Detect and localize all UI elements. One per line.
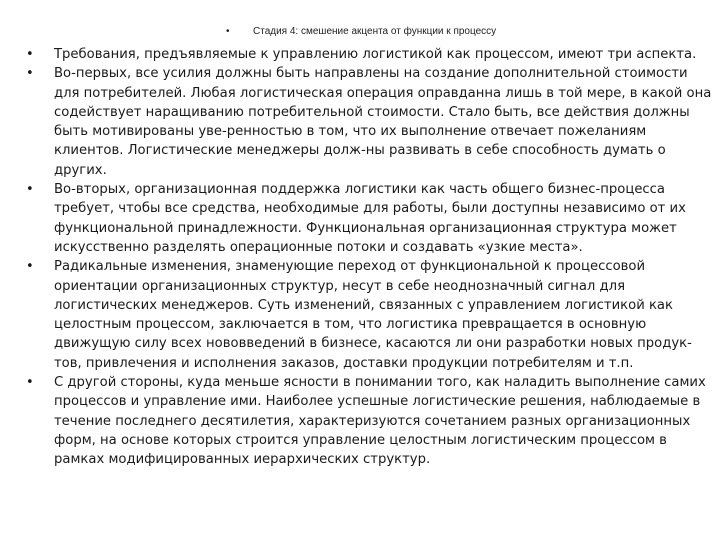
- bullet-item: [20, 180, 712, 257]
- bullet-text: Требования, предъявляемые к управлению логистикой как процессом, имеют три аспекта.: [54, 47, 697, 62]
- bullet-text: Радикальные изменения, знаменующие переход от функциональной к процессовой ориентации организационных структур, несут в себе неоднозначный сигнал для логистических менеджеров. Суть изменений, связанных с управлением логистикой как целостным процессом, заключается в том, что логистика превращается в основную движущую силу всех нововведений в бизнесе, касаются ли они разработки новых продук-тов, привлечения и исполнения заказов, доставки продукции потребителям и т.п.: [54, 259, 692, 371]
- bullet-icon: •: [26, 47, 34, 62]
- bullet-icon: •: [26, 182, 34, 198]
- title-bullet-icon: •: [226, 26, 230, 37]
- bullet-item: [20, 45, 712, 64]
- slide-title: Стадия 4: смешение акцента от функции к процессу: [253, 26, 497, 37]
- bullet-text: Во-первых, все усилия должны быть направлены на создание дополнительной стоимости для потребителей. Любая логистическая операция оправданна лишь в той мере, в какой она содействует наращиванию потребительной стоимости. Стало быть, все действия должны быть мотивированы уве-ренностью в том, что их выполнение отвечает пожеланиям клиентов. Логистические менеджеры долж-ны развивать в себе способность думать о других.: [54, 66, 712, 178]
- slide-title-row: [226, 25, 686, 39]
- bullet-item: [20, 373, 712, 469]
- bullet-text: Во-вторых, организационная поддержка логистики как часть общего бизнес-процесса требует, чтобы все средства, необходимые для работы, были доступны независимо от их функциональной принадлежности. Функциональная организационная структура может искусственно разделять операционные потоки и создавать «узкие места».: [54, 182, 686, 255]
- bullet-icon: •: [26, 259, 34, 275]
- bullet-icon: •: [26, 375, 34, 391]
- bullet-item: [20, 64, 712, 180]
- bullet-text: С другой стороны, куда меньше ясности в понимании того, как наладить выполнение самих процессов и управление ими. Наиболее успешные логистические решения, наблюдаемые в течение последнего десятилетия, характеризуются сочетанием разных организационных форм, на основе которых строится управление целостным логистическим процессом в рамках модифицированных иерархических структур.: [54, 375, 706, 468]
- bullet-list: [20, 45, 712, 470]
- bullet-icon: •: [26, 66, 34, 82]
- bullet-item: [20, 257, 712, 373]
